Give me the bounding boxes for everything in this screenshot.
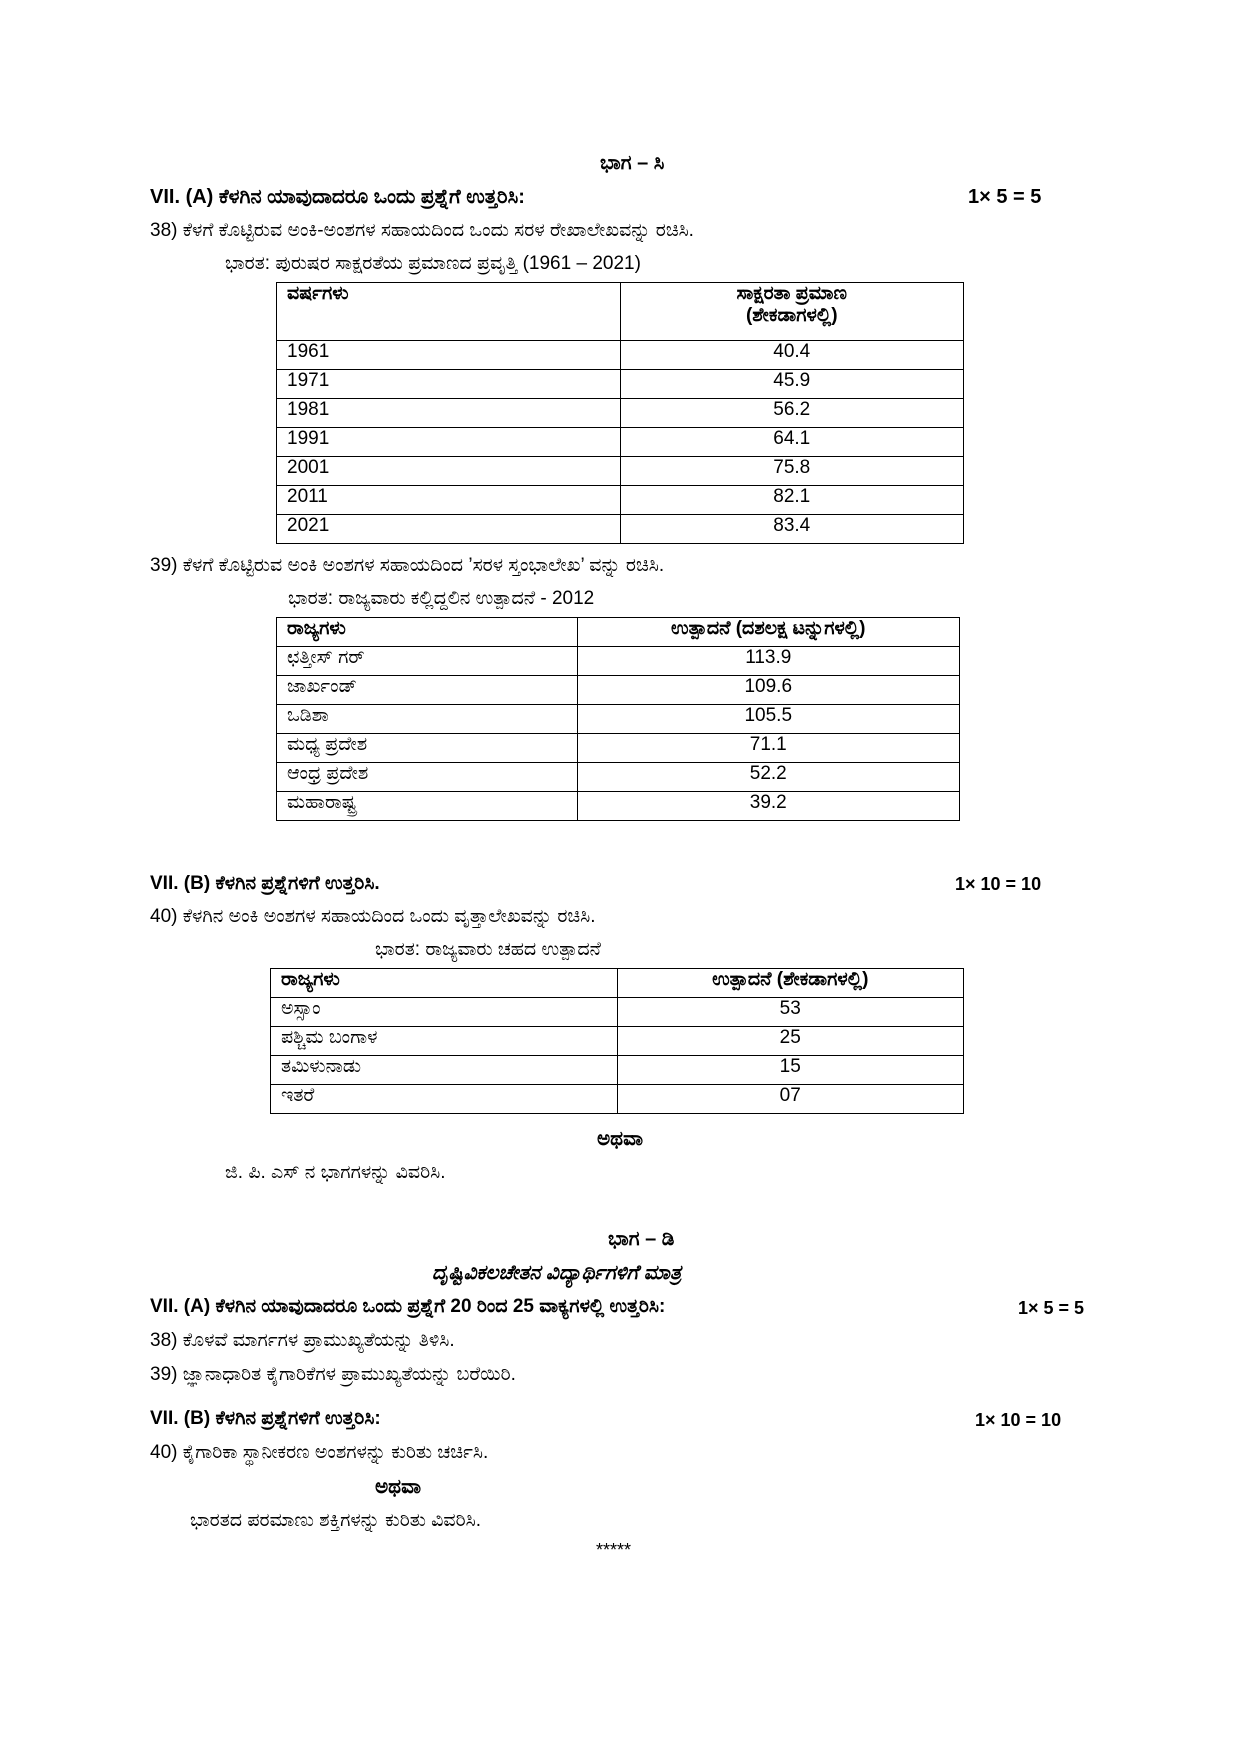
value-cell: 75.8 bbox=[620, 457, 964, 486]
part-d-q7a-marks: 1× 5 = 5 bbox=[1018, 1298, 1085, 1318]
table2-caption: ಭಾರತ: ರಾಜ್ಯವಾರು ಕಲ್ಲಿದ್ದಲಿನ ಉತ್ಪಾದನೆ - 2012 bbox=[288, 588, 595, 609]
part-d-title: ಭಾಗ – ಡಿ bbox=[608, 1228, 675, 1250]
value-cell: 15 bbox=[617, 1056, 964, 1085]
or-label: ಅಥವಾ bbox=[597, 1128, 643, 1150]
part-d-q7b-marks: 1× 10 = 10 bbox=[975, 1410, 1062, 1430]
value-cell: 105.5 bbox=[577, 705, 959, 734]
state-cell: ಇತರೆ bbox=[271, 1085, 618, 1114]
table1-caption: ಭಾರತ: ಪುರುಷರ ಸಾಕ್ಷರತೆಯ ಪ್ರಮಾಣದ ಪ್ರವೃತ್ತಿ (1961 – 2021) bbox=[225, 253, 641, 274]
table1-header-years: ವರ್ಷಗಳು bbox=[277, 283, 621, 341]
table-row bbox=[277, 676, 960, 705]
year-cell: 2001 bbox=[277, 457, 621, 486]
part-c-q7b-marks: 1× 10 = 10 bbox=[955, 874, 1042, 894]
question-38: 38) ಕೆಳಗೆ ಕೊಟ್ಟಿರುವ ಅಂಕಿ-ಅಂಶಗಳ ಸಹಾಯದಿಂದ ಒಂದು ಸರಳ ರೇಖಾಲೇಖವನ್ನು ರಚಿಸಿ. bbox=[150, 220, 694, 241]
part-d-question-39: 39) ಜ್ಞಾನಾಧಾರಿತ ಕೈಗಾರಿಕೆಗಳ ಪ್ರಾಮುಖ್ಯತೆಯನ್ನು ಬರೆಯಿರಿ. bbox=[150, 1364, 516, 1385]
value-cell: 82.1 bbox=[620, 486, 964, 515]
value-cell: 53 bbox=[617, 998, 964, 1027]
table-row bbox=[277, 647, 960, 676]
state-cell: ಒಡಿಶಾ bbox=[277, 705, 578, 734]
table-row bbox=[271, 1085, 964, 1114]
table3-header-production: ಉತ್ಪಾದನೆ (ಶೇಕಡಾಗಳಲ್ಲಿ) bbox=[617, 969, 964, 998]
table-row bbox=[277, 370, 964, 399]
table-row bbox=[271, 1027, 964, 1056]
part-d-question-40-alternative: ಭಾರತದ ಪರಮಾಣು ಶಕ್ತಿಗಳನ್ನು ಕುರಿತು ವಿವರಿಸಿ. bbox=[190, 1510, 481, 1531]
coal-table bbox=[276, 617, 960, 821]
value-cell: 113.9 bbox=[577, 647, 959, 676]
value-cell: 39.2 bbox=[577, 792, 959, 821]
table-row bbox=[277, 515, 964, 544]
value-cell: 52.2 bbox=[577, 763, 959, 792]
part-c-title: ಭಾಗ – ಸಿ bbox=[600, 152, 665, 174]
table-row bbox=[277, 428, 964, 457]
part-c-q7b-heading: VII. (B) ಕೆಳಗಿನ ಪ್ರಶ್ನೆಗಳಿಗೆ ಉತ್ತರಿಸಿ. bbox=[150, 873, 380, 894]
state-cell: ಜಾರ್ಖಂಡ್ bbox=[277, 676, 578, 705]
part-c-q7a-heading: VII. (A) ಕೆಳಗಿನ ಯಾವುದಾದರೂ ಒಂದು ಪ್ರಶ್ನೆಗೆ ಉತ್ತರಿಸಿ: bbox=[150, 186, 525, 208]
part-d-question-38: 38) ಕೊಳವೆ ಮಾರ್ಗಗಳ ಪ್ರಾಮುಖ್ಯತೆಯನ್ನು ತಿಳಿಸಿ. bbox=[150, 1330, 455, 1351]
value-cell: 56.2 bbox=[620, 399, 964, 428]
question-39: 39) ಕೆಳಗೆ ಕೊಟ್ಟಿರುವ ಅಂಕಿ ಅಂಶಗಳ ಸಹಾಯದಿಂದ ’ಸರಳ ಸ್ತಂಭಾಲೇಖ’ ವನ್ನು ರಚಿಸಿ. bbox=[150, 555, 665, 576]
state-cell: ಅಸ್ಸಾಂ bbox=[271, 998, 618, 1027]
question-40: 40) ಕೆಳಗಿನ ಅಂಕಿ ಅಂಶಗಳ ಸಹಾಯದಿಂದ ಒಂದು ವೃತ್ತಾಲೇಖವನ್ನು ರಚಿಸಿ. bbox=[150, 906, 596, 927]
value-cell: 83.4 bbox=[620, 515, 964, 544]
table2-header-production: ಉತ್ಪಾದನೆ (ದಶಲಕ್ಷ ಟನ್ನುಗಳಲ್ಲಿ) bbox=[577, 618, 959, 647]
value-cell: 25 bbox=[617, 1027, 964, 1056]
value-cell: 07 bbox=[617, 1085, 964, 1114]
value-cell: 45.9 bbox=[620, 370, 964, 399]
value-cell: 71.1 bbox=[577, 734, 959, 763]
question-40-alternative: ಜಿ. ಪಿ. ಎಸ್ ನ ಭಾಗಗಳನ್ನು ವಿವರಿಸಿ. bbox=[225, 1162, 446, 1183]
year-cell: 2011 bbox=[277, 486, 621, 515]
table-row bbox=[277, 457, 964, 486]
table3-caption: ಭಾರತ: ರಾಜ್ಯವಾರು ಚಹದ ಉತ್ಪಾದನೆ bbox=[375, 939, 601, 960]
table1-header-literacy bbox=[620, 283, 964, 341]
year-cell: 2021 bbox=[277, 515, 621, 544]
table-row bbox=[277, 763, 960, 792]
value-cell: 64.1 bbox=[620, 428, 964, 457]
part-d-question-40: 40) ಕೈಗಾರಿಕಾ ಸ್ಥಾನೀಕರಣ ಅಂಶಗಳನ್ನು ಕುರಿತು ಚರ್ಚಿಸಿ. bbox=[150, 1442, 489, 1463]
end-mark: ***** bbox=[596, 1540, 632, 1560]
part-d-or-label: ಅಥವಾ bbox=[375, 1476, 421, 1498]
year-cell: 1991 bbox=[277, 428, 621, 457]
state-cell: ಮಧ್ಯ ಪ್ರದೇಶ bbox=[277, 734, 578, 763]
table-row bbox=[277, 341, 964, 370]
state-cell: ಆಂಧ್ರ ಪ್ರದೇಶ bbox=[277, 763, 578, 792]
state-cell: ಪಶ್ಚಿಮ ಬಂಗಾಳ bbox=[271, 1027, 618, 1056]
table-row bbox=[277, 399, 964, 428]
table2-header-states: ರಾಜ್ಯಗಳು bbox=[277, 618, 578, 647]
table-row bbox=[271, 998, 964, 1027]
state-cell: ಛತ್ತೀಸ್ ಗರ್ bbox=[277, 647, 578, 676]
part-d-q7a-heading: VII. (A) ಕೆಳಗಿನ ಯಾವುದಾದರೂ ಒಂದು ಪ್ರಶ್ನೆಗೆ 20 ರಿಂದ 25 ವಾಕ್ಯಗಳಲ್ಲಿ ಉತ್ತರಿಸಿ: bbox=[150, 1296, 666, 1317]
table-row bbox=[277, 705, 960, 734]
state-cell: ಮಹಾರಾಷ್ಟ್ರ bbox=[277, 792, 578, 821]
table-row bbox=[271, 1056, 964, 1085]
state-cell: ತಮಿಳುನಾಡು bbox=[271, 1056, 618, 1085]
table-row bbox=[277, 734, 960, 763]
year-cell: 1961 bbox=[277, 341, 621, 370]
part-c-q7a-marks: 1× 5 = 5 bbox=[968, 186, 1042, 208]
part-d-subtitle: ದೃಷ್ಟಿವಿಕಲಚೇತನ ವಿದ್ಯಾರ್ಥಿಗಳಿಗೆ ಮಾತ್ರ bbox=[432, 1262, 682, 1284]
table3-header-states: ರಾಜ್ಯಗಳು bbox=[271, 969, 618, 998]
table1-header-literacy-line2: (ಶೇಕಡಾಗಳಲ್ಲಿ) bbox=[745, 305, 838, 326]
year-cell: 1981 bbox=[277, 399, 621, 428]
part-d-q7b-heading: VII. (B) ಕೆಳಗಿನ ಪ್ರಶ್ನೆಗಳಿಗೆ ಉತ್ತರಿಸಿ: bbox=[150, 1408, 381, 1429]
value-cell: 109.6 bbox=[577, 676, 959, 705]
table-row bbox=[277, 486, 964, 515]
table-row bbox=[277, 792, 960, 821]
literacy-table bbox=[276, 282, 964, 544]
table1-header-literacy-line1: ಸಾಕ್ಷರತಾ ಪ್ರಮಾಣ bbox=[736, 283, 847, 304]
year-cell: 1971 bbox=[277, 370, 621, 399]
tea-table bbox=[270, 968, 964, 1114]
value-cell: 40.4 bbox=[620, 341, 964, 370]
